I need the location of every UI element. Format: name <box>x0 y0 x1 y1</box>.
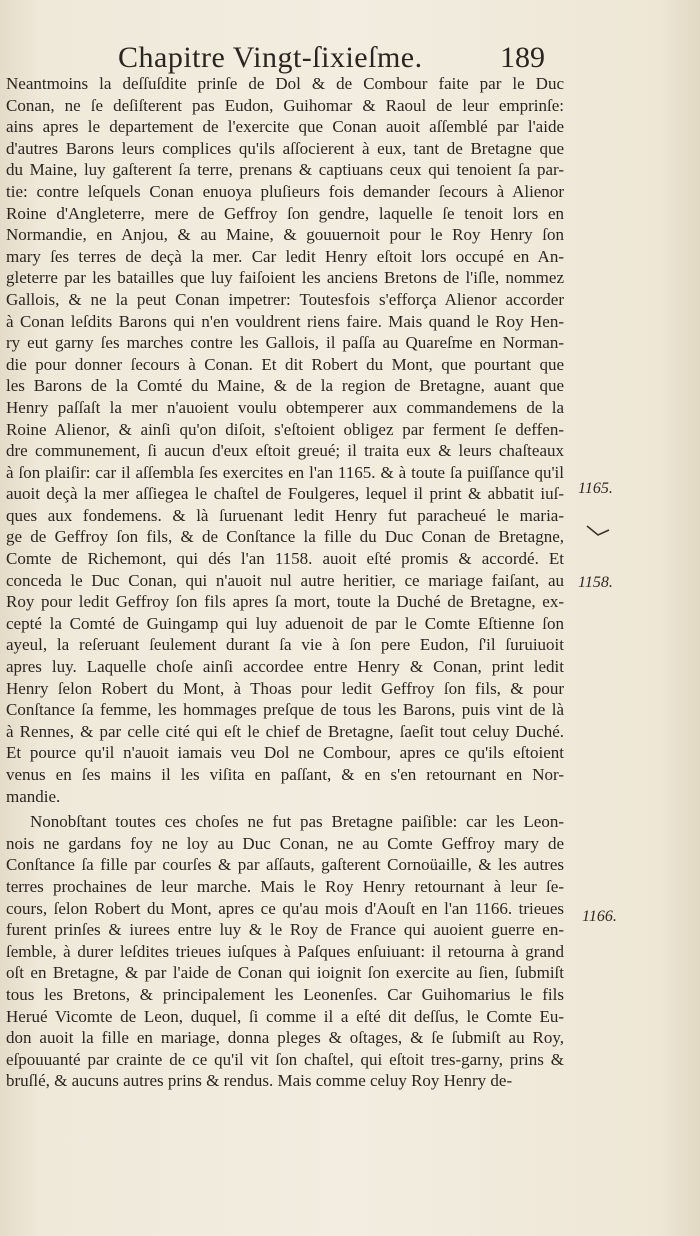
text-line: Henry paſſaſt la mer n'auoient voulu obtemperer aux commandemens de la <box>6 397 564 417</box>
text-line: Conſtance ſa femme, les hommages preſque de tous les Barons, puis vint de là <box>6 700 564 720</box>
text-line: oſt en Bretagne, & par l'aide de Conan qui ioignit ſon exercite au ſien, ſubmiſt <box>6 963 564 983</box>
text-line: auoit deçà la mer aſſiegea le chaſtel de Foulgeres, lequel il print & abbatit iuſ- <box>6 484 564 504</box>
text-line: tous les Bretons, & principalement les Leonenſes. Car Guihomarius le fils <box>6 984 564 1004</box>
page-number: 189 <box>500 41 545 74</box>
text-line: à Rennes, & par celle cité qui eſt le chief de Bretagne, ſaeſit tout celuy Duché. <box>6 721 564 741</box>
text-line: Roy pour ledit Geffroy ſon fils apres ſa mort, toute la Duché de Bretagne, ex- <box>6 592 564 612</box>
margin-check-mark <box>584 520 612 542</box>
text-line: bruſlé, & aucuns autres prins & rendus. Mais comme celuy Roy Henry de- <box>6 1071 513 1091</box>
text-line: mandie. <box>6 786 61 806</box>
text-line: Henry ſelon Robert du Mont, à Thoas pour ledit Geffroy ſon fils, & pour <box>6 678 564 698</box>
text-line: Gallois, & ne la peut Conan impetrer: Toutesfois s'efforça Alienor accorder <box>6 289 564 309</box>
text-line: ayeul, la reſeruant ſeulement durant ſa vie à ſon pere Eudon, ſ'il ſuruiuoit <box>6 635 564 655</box>
margin-note-year: 1158. <box>578 574 613 591</box>
text-line: dre communement, ſi aucun d'eux eſtoit greué; il traita eux & leurs chaſteaux <box>6 441 564 461</box>
text-line: du Maine, luy gaſterent ſa terre, prenans & captiuans ceux qui tenoient ſa par- <box>6 160 564 180</box>
text-line: les Barons de la Comté du Maine, & de la region de Bretagne, auant que <box>6 376 564 396</box>
text-line: Roine d'Angleterre, mere de Geffroy ſon gendre, laquelle ſe tenoit lors en <box>6 203 564 223</box>
text-line: venus en ſes mains il les viſita en paſſant, & en s'en retournant en Nor- <box>6 765 564 784</box>
text-line: Normandie, en Anjou, & au Maine, & gouuernoit pour le Roy Henry ſon <box>6 225 564 245</box>
text-line: ques aux fondemens. & là ſuruenant ledit Henry fut paracheué le maria- <box>6 505 564 525</box>
text-line: ry eut garny ſes marches contre les Gallois, il paſſa au Quareſme en Norman- <box>6 333 564 353</box>
text-line: Herué Vicomte de Leon, duquel, ſi comme il a eſté dit deſſus, le Comte Eu- <box>6 1006 564 1026</box>
text-line: ge de Geffroy ſon fils, & de Conſtance la fille du Duc Conan de Bretagne, <box>6 527 564 547</box>
text-line: Roine Alienor, & ainſi qu'on diſoit, s'eſtoient obligez par ferment ſe deffen- <box>6 419 564 439</box>
text-line: à ſon plaiſir: car il aſſembla ſes exercites en l'an 1165. & à toute ſa puiſſance qu'il <box>6 462 564 482</box>
text-line: gleterre par les batailles que luy faiſoient les anciens Bretons de l'iſle, nommez <box>6 268 564 288</box>
text-line: nois ne gardans foy ne loy au Duc Conan, ne au Comte Geffroy mary de <box>6 833 564 853</box>
text-line: Neantmoins la deſſuſdite prinſe de Dol & de Combour faite par le Duc <box>6 74 564 93</box>
text-line: mary ſes terres de deçà la mer. Car ledit Henry eſtoit lors occupé en An- <box>6 246 564 266</box>
text-line: Conſtance ſa fille par courſes & par aſſauts, gaſterent Cornoüaille, & les autres <box>6 855 564 875</box>
text-line: à Conan leſdits Barons qui n'en vouldrent riens faire. Mais quand le Roy Hen- <box>6 311 564 331</box>
text-line: ſemble, à durer leſdites trieues iuſques à Paſques enſuiuant: il retourna à grand <box>6 941 564 961</box>
body-text <box>6 73 564 1092</box>
text-line: tie: contre leſquels Conan enuoya pluſieurs fois demander ſecours à Alienor <box>6 181 564 201</box>
text-line: Nonobſtant toutes ces choſes ne fut pas Bretagne paiſible: car les Leon- <box>30 812 564 832</box>
text-line: cepté la Comté de Guingamp qui luy aduenoit de par le Comte Eſtienne ſon <box>6 613 564 633</box>
text-line: Conan, ne ſe deſiſterent pas Eudon, Guihomar & Raoul de leur emprinſe: <box>6 95 564 115</box>
text-line: Et pource qu'il n'auoit iamais veu Dol ne Combour, apres ce qu'ils eſtoient <box>6 743 564 763</box>
text-line: apres luy. Laquelle choſe ainſi accordee entre Henry & Conan, print ledit <box>6 657 564 677</box>
text-line: eſpouuanté par crainte de ce qu'il vit ſon chaſtel, qui eſtoit tres-garny, prins & <box>6 1049 564 1069</box>
text-line: d'autres Barons leurs complices qu'ils aſſocierent à eux, tant de Bretagne que <box>6 138 564 158</box>
text-line: ains apres le departement de l'exercite que Conan auoit aſſemblé par l'aide <box>6 117 564 137</box>
text-line: Comte de Richemont, qui dés l'an 1158. auoit eſté promis & accordé. Et <box>6 549 564 569</box>
text-line: die pour donner ſecours à Conan. Et dit Robert du Mont, que pourtant que <box>6 354 564 374</box>
chapter-title: Chapitre Vingt-ſixieſme. <box>118 41 423 74</box>
text-line: cours, ſelon Robert du Mont, apres ce qu'au mois d'Aouſt en l'an 1166. trieues <box>6 898 564 918</box>
text-line: terres prochaines de leur marche. Mais le Roy Henry retournant à leur ſe- <box>6 876 564 896</box>
text-line: conceda le Duc Conan, qui n'auoit nul autre heritier, ce mariage faiſant, au <box>6 570 564 590</box>
text-line: don auoit la fille en mariage, donna pleges & oſtages, & ſe ſubmiſt au Roy, <box>6 1028 564 1048</box>
text-line: furent prinſes & iurees entre luy & le Roy de France qui auoient guerre en- <box>6 920 564 940</box>
margin-note-year: 1165. <box>578 480 613 497</box>
margin-note-year: 1166. <box>582 908 617 925</box>
